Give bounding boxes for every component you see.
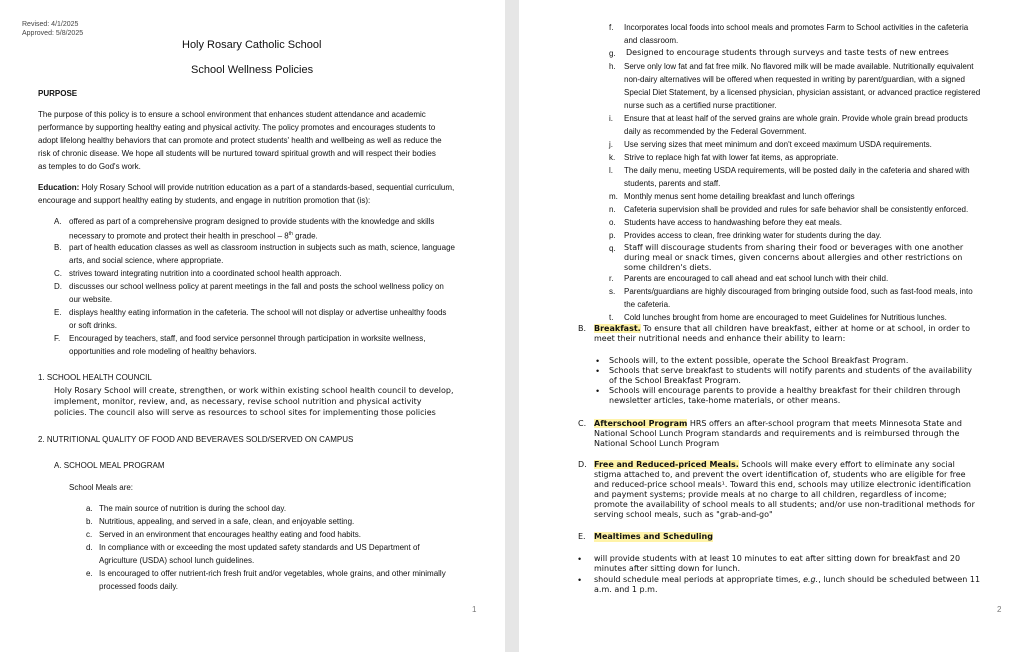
list-item-line: Staff will discourage students from sharing their food or beverages with one another <box>624 243 964 252</box>
list-marker: m. <box>609 192 618 201</box>
page-number: 1 <box>472 605 477 614</box>
bullet-line: should schedule meal periods at appropriate times, e.g., lunch should be scheduled between 11 <box>594 575 981 584</box>
purpose-heading: PURPOSE <box>38 89 78 98</box>
list-item-line: offered as part of a comprehensive program designed to provide students with the knowledge and skills <box>69 217 435 226</box>
free-meals-line: serving school meals, such as "grab-and-go" <box>594 510 773 519</box>
bullet-icon: • <box>578 554 582 564</box>
meals-intro: School Meals are: <box>69 483 134 492</box>
bullet-icon: • <box>578 575 582 585</box>
bullet-line: Schools will, to the extent possible, operate the School Breakfast Program. <box>609 356 909 365</box>
list-item-line: Monthly menus sent home detailing breakfast and lunch offerings <box>624 192 855 201</box>
revised-date: Revised: 4/1/2025 <box>22 21 79 28</box>
list-marker: a. <box>86 504 93 513</box>
section-e-marker: E. <box>578 532 586 541</box>
list-item-line: Designed to encourage students through surveys and taste tests of new entrees <box>626 48 949 57</box>
afterschool-line: National School Lunch Program <box>594 439 720 448</box>
list-marker: A. <box>54 217 62 226</box>
list-item-line: Parents/guardians are highly discouraged from bringing outside food, such as fast-food meals, into <box>624 287 973 296</box>
list-item-line: opportunities and role modeling of healthy behaviors. <box>69 347 257 356</box>
list-item-line: Ensure that at least half of the served grains are whole grain. Provide whole grain bread products <box>624 114 968 123</box>
list-item-line: Served in an environment that encourages healthy eating and food habits. <box>99 530 361 539</box>
list-item-line: strives toward integrating nutrition into a coordinated school health approach. <box>69 269 342 278</box>
list-item-line: Serve only low fat and fat free milk. No flavored milk will be made available. Nutritionally equivalent <box>624 62 974 71</box>
purpose-line: as temples to do God's work. <box>38 162 141 171</box>
list-item-line: arts, and social science, where appropriate. <box>69 256 224 265</box>
list-marker: D. <box>54 282 62 291</box>
list-item-line: some children's diets. <box>624 263 712 272</box>
afterschool-heading-line <box>594 419 962 429</box>
section-d-marker: D. <box>578 460 587 469</box>
approved-date: Approved: 5/8/2025 <box>22 30 84 37</box>
afterschool-line: National School Lunch Program standards and requirements and is reimbursed through the <box>594 429 960 438</box>
breakfast-text: To ensure that all children have breakfast, either at home or at school, in order to <box>640 324 970 333</box>
list-item-line: daily as recommended by the Federal Government. <box>624 127 807 136</box>
bullet-icon: • <box>596 386 600 396</box>
purpose-line: performance by supporting healthy eating and physical activity. The policy promotes and encourages students to <box>38 123 436 132</box>
free-meals-text: Schools will make every effort to eliminate any social <box>738 460 955 469</box>
list-marker: g. <box>609 49 616 58</box>
bullet-line: newsletter articles, take-home materials, or other means. <box>609 396 841 405</box>
list-marker: e. <box>86 569 93 578</box>
free-meals-heading-line <box>594 460 955 470</box>
school-name: Holy Rosary Catholic School <box>182 39 322 51</box>
list-marker: s. <box>609 287 616 296</box>
list-item-line: nurse such as a certified nurse practitioner. <box>624 101 777 110</box>
list-item-line: processed foods daily. <box>99 582 179 591</box>
list-marker: f. <box>609 23 614 32</box>
education-text: Holy Rosary School will provide nutrition education as a part of a standards-based, sequential curriculum, <box>79 183 455 192</box>
list-item-line: The main source of nutrition is during the school day. <box>99 504 287 513</box>
list-item-line: Strive to replace high fat with lower fat items, as appropriate. <box>624 153 839 162</box>
list-item-line: students, parents and staff. <box>624 179 721 188</box>
list-item-line: Special Diet Statement, by a licensed physician, physician assistant, or advanced practice registered <box>624 88 981 97</box>
list-item-line: the cafeteria. <box>624 300 671 309</box>
list-marker: n. <box>609 205 616 214</box>
list-item-line: Students have access to handwashing before they eat meals. <box>624 218 842 227</box>
list-item-line: necessary to promote and protect their health in preschool – 8th grade. <box>69 231 318 241</box>
section-1-line: Holy Rosary School will create, strengthen, or work within existing school health council to develop, <box>54 386 454 395</box>
list-item-line: displays healthy eating information in the cafeteria. The school will not display or advertise unhealthy foods <box>69 308 447 317</box>
list-marker: i. <box>609 114 613 123</box>
list-item-line: Agriculture (USDA) school lunch guidelines. <box>99 556 255 565</box>
list-marker: E. <box>54 308 62 317</box>
page-number: 2 <box>997 605 1002 614</box>
list-item-line: Incorporates local foods into school meals and promotes Farm to School activities in the cafeteria <box>624 23 969 32</box>
free-meals-line: and payment systems; provide meals at no charge to all children, regardless of income; <box>594 490 947 499</box>
section-1-heading: 1. SCHOOL HEALTH COUNCIL <box>38 373 152 382</box>
section-c-marker: C. <box>578 419 587 428</box>
subsection-a-heading: A. SCHOOL MEAL PROGRAM <box>54 461 165 470</box>
document-title: School Wellness Policies <box>191 64 314 76</box>
bullet-line: a.m. and 1 p.m. <box>594 585 658 594</box>
bullet-line: minutes after sitting down for lunch. <box>594 564 741 573</box>
education-label: Education: <box>38 183 80 192</box>
list-item-line: Encouraged by teachers, staff, and food service personnel through participation in worksite wellness, <box>69 334 426 343</box>
list-item-line: Cafeteria supervision shall be provided and rules for safe behavior shall be consistently enforced. <box>624 205 969 214</box>
purpose-line: adopt lifelong healthy behaviors that can promote and protect students' health and wellbeing as well as reduce the <box>38 136 442 145</box>
list-item-line: discusses our school wellness policy at parent meetings in the fall and posts the school wellness policy on <box>69 282 444 291</box>
bullet-line: Schools will encourage parents to provide a healthy breakfast for their children through <box>609 386 961 395</box>
bullet-line: of the School Breakfast Program. <box>609 376 741 385</box>
section-1-line: implement, monitor, review, and, as necessary, revise school nutrition and physical activity <box>54 397 422 406</box>
free-meals-title: Free and Reduced-priced Meals. <box>594 460 739 469</box>
list-item-line: and classroom. <box>624 36 679 45</box>
bullet-line: will provide students with at least 10 minutes to eat after sitting down for breakfast and 20 <box>594 554 961 563</box>
list-marker: p. <box>609 231 616 240</box>
list-item-line: non-dairy alternatives will be offered when requested in writing by parent/guardian, with a signed <box>624 75 965 84</box>
list-item-line: Parents are encouraged to call ahead and eat school lunch with their child. <box>624 274 889 283</box>
list-marker: l. <box>609 166 613 175</box>
bullet-line: Schools that serve breakfast to students will notify parents and students of the availability <box>609 366 972 375</box>
section-1-line: policies. The council also will serve as resources to school sites for implementing those policies <box>54 408 436 417</box>
bullet-icon: • <box>596 366 600 376</box>
list-marker: k. <box>609 153 616 162</box>
list-marker: c. <box>86 530 93 539</box>
list-item-line: our website. <box>69 295 113 304</box>
breakfast-heading-line <box>594 324 970 334</box>
list-item-line: during meal or snack times, given concerns about allergies and other restrictions on <box>624 253 963 262</box>
purpose-line: risk of chronic disease. We hope all students will be nurtured toward spiritual growth and will respect their bodies <box>38 149 436 158</box>
list-item-line: The daily menu, meeting USDA requirements, will be posted daily in the cafeteria and shared with <box>624 166 970 175</box>
document-page-1 <box>0 0 505 652</box>
education-paragraph <box>38 181 454 194</box>
list-item-line: Provides access to clean, free drinking water for students during the day. <box>624 231 882 240</box>
section-2-heading: 2. NUTRITIONAL QUALITY OF FOOD AND BEVERAVES SOLD/SERVED ON CAMPUS <box>38 435 354 444</box>
list-marker: q. <box>609 244 616 253</box>
list-marker: h. <box>609 62 616 71</box>
free-meals-line: promote the availability of school meals to all students; and/or use non-traditional methods for <box>594 500 975 509</box>
list-marker: B. <box>54 243 62 252</box>
education-line: encourage and support healthy eating by students, and engage in nutrition promotion that (is): <box>38 196 371 205</box>
list-marker: F. <box>54 334 61 343</box>
list-marker: j. <box>609 140 613 149</box>
list-marker: C. <box>54 269 62 278</box>
list-marker: r. <box>609 274 614 283</box>
breakfast-title: Breakfast. <box>594 324 641 333</box>
list-item-line: or soft drinks. <box>69 321 118 330</box>
list-item-line: Is encouraged to offer nutrient-rich fresh fruit and/or vegetables, whole grains, and other minimally <box>99 569 446 578</box>
section-b-marker: B. <box>578 324 587 333</box>
list-item-line: Nutritious, appealing, and served in a safe, clean, and enjoyable setting. <box>99 517 355 526</box>
free-meals-line: stigma attached to, and prevent the overt identification of, students who are eligible for free <box>594 470 966 479</box>
list-item-line: Cold lunches brought from home are encouraged to meet Guidelines for Nutritious lunches. <box>624 313 947 322</box>
free-meals-line: and reduced-price school meals¹. Toward this end, schools may utilize electronic identification <box>594 480 971 489</box>
list-marker: o. <box>609 218 616 227</box>
purpose-line: The purpose of this policy is to ensure a school environment that enhances student attendance and academic <box>38 110 426 119</box>
afterschool-text: HRS offers an after-school program that meets Minnesota State and <box>687 419 962 428</box>
list-marker: t. <box>609 313 614 322</box>
afterschool-title: Afterschool Program <box>594 419 688 428</box>
document-page-2 <box>519 0 1024 652</box>
bullet-icon: • <box>596 356 600 366</box>
mealtimes-title: Mealtimes and Scheduling <box>594 532 713 541</box>
list-marker: b. <box>86 517 93 526</box>
list-item-line: Use serving sizes that meet minimum and don't exceed maximum USDA requirements. <box>624 140 932 149</box>
list-item-line: In compliance with or exceeding the most updated safety standards and US Department of <box>99 543 420 552</box>
list-item-line: part of health education classes as well as classroom instruction in subjects such as math, science, language <box>69 243 455 252</box>
breakfast-line: meet their nutritional needs and enhance their ability to learn: <box>594 334 846 343</box>
list-marker: d. <box>86 543 93 552</box>
